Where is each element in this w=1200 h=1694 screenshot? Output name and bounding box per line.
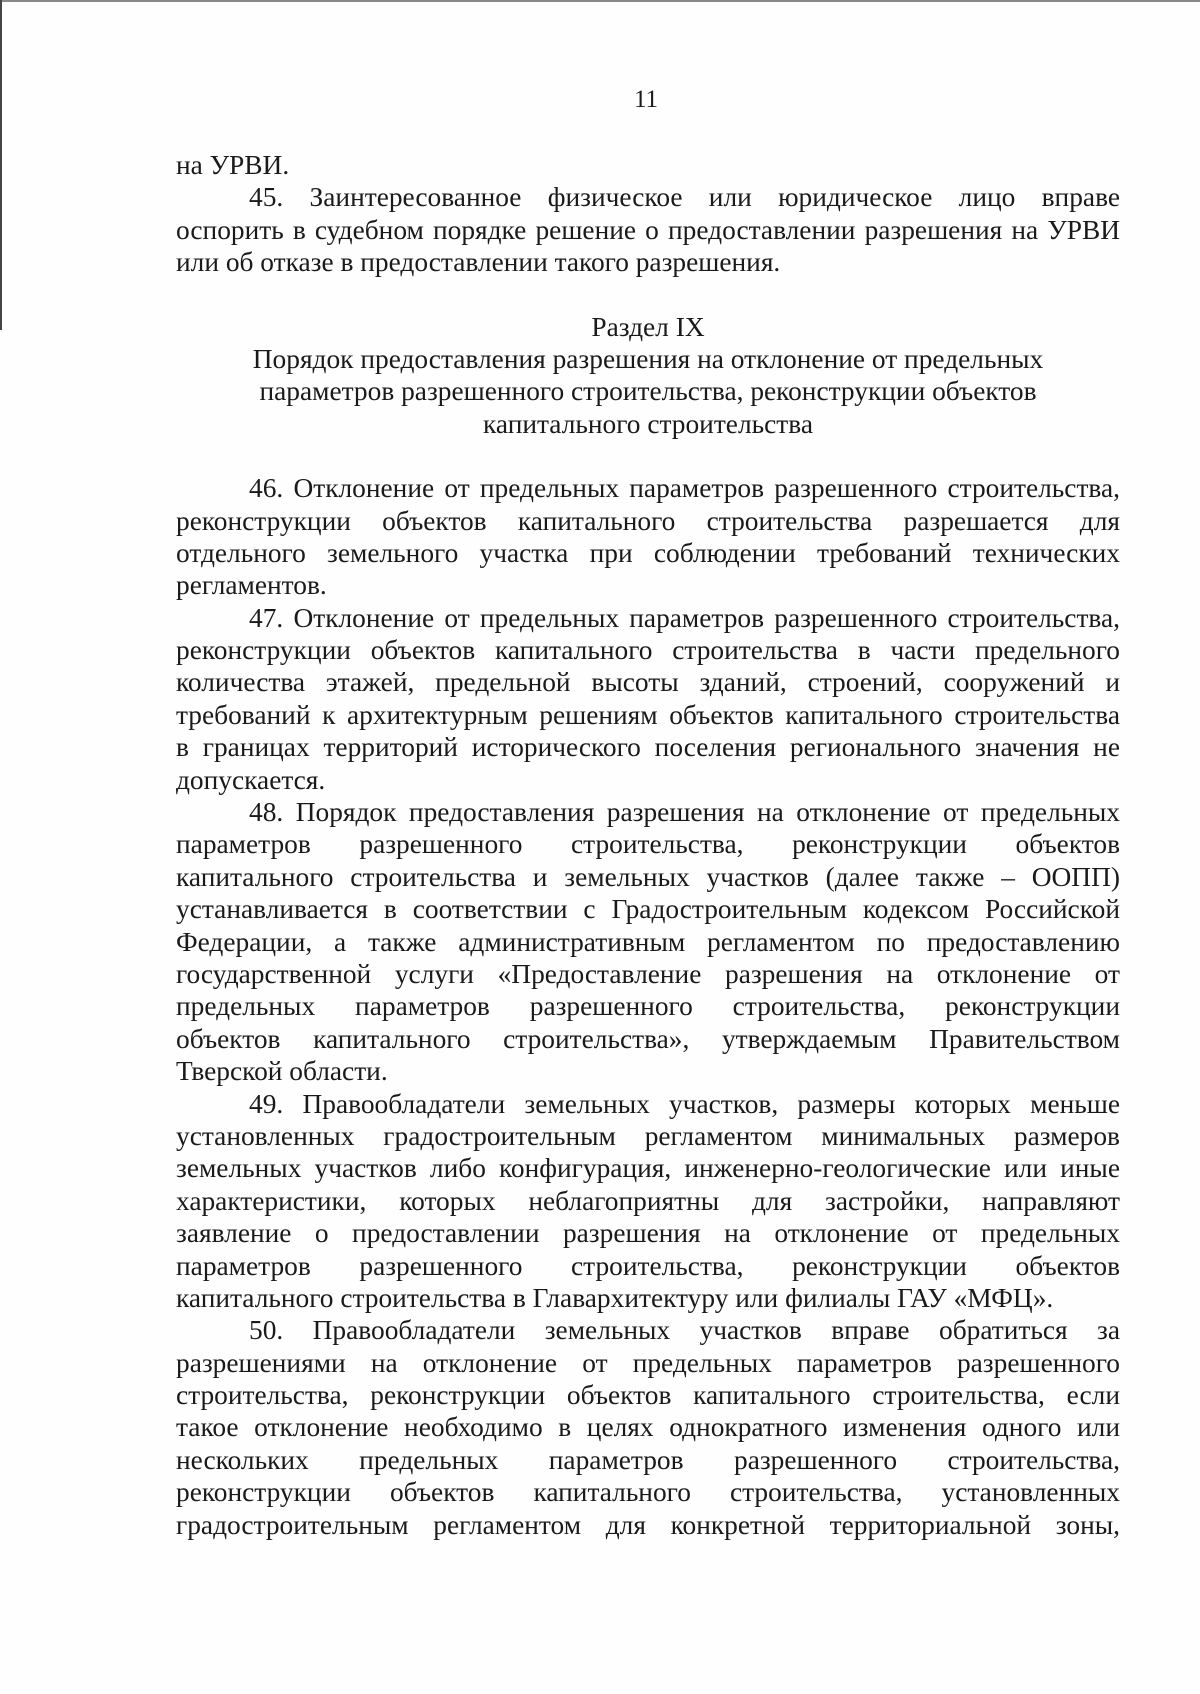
- text-line: капитального строительства в Главархитектуру или филиалы ГАУ «МФЦ».: [176, 1282, 1054, 1313]
- text-line: параметров разрешенного строительства, реконструкции объектов: [176, 1250, 1120, 1281]
- paragraph-45: [176, 181, 1120, 278]
- text-line: оспорить в судебном порядке решение о предоставлении разрешения на УРВИ: [176, 214, 1120, 245]
- section-title-line: капитального строительства: [483, 408, 813, 439]
- paragraph-47: [176, 602, 1120, 796]
- text-line: регламентов.: [176, 570, 327, 601]
- text-line: такое отклонение необходимо в целях однократного изменения одного или: [176, 1412, 1120, 1443]
- scan-left-edge: [0, 0, 2, 330]
- text-line: 50. Правообладатели земельных участков вправе обратиться за: [249, 1315, 1120, 1346]
- text-line: допускается.: [176, 764, 326, 795]
- text-line: в границах территорий исторического поселения регионального значения не: [176, 732, 1120, 763]
- text-line: капитального строительства и земельных участков (далее также – ООПП): [176, 861, 1120, 892]
- text-line: нескольких предельных параметров разрешенного строительства,: [176, 1444, 1120, 1475]
- paragraph-46: [176, 472, 1120, 602]
- text-line: Федерации, а также административным регламентом по предоставлению: [176, 926, 1120, 957]
- text-line: 48. Порядок предоставления разрешения на отклонение от предельных: [249, 797, 1120, 828]
- text-line: или об отказе в предоставлении такого разрешения.: [176, 247, 781, 278]
- scan-top-edge: [0, 0, 1200, 2]
- continuation-text: [176, 149, 1120, 181]
- text-line: реконструкции объектов капитального строительства в части предельного: [176, 635, 1120, 666]
- spacer: [176, 440, 1120, 472]
- text-line: устанавливается в соответствии с Градостроительным кодексом Российской: [176, 894, 1120, 925]
- text-line: заявление о предоставлении разрешения на отклонение от предельных: [176, 1218, 1120, 1249]
- text-line: градостроительным регламентом для конкретной территориальной зоны,: [176, 1509, 1120, 1540]
- text-line: реконструкции объектов капитального строительства разрешается для: [176, 505, 1120, 536]
- paragraph-49: [176, 1088, 1120, 1315]
- paragraph-48: [176, 796, 1120, 1088]
- section-number: Раздел IX: [591, 311, 705, 342]
- section-heading: [176, 311, 1120, 441]
- page-number: 11: [633, 86, 659, 113]
- section-title-line: параметров разрешенного строительства, реконструкции объектов: [259, 376, 1037, 407]
- paragraph-50: [176, 1314, 1120, 1541]
- text-line: разрешениями на отклонение от предельных параметров разрешенного: [176, 1347, 1120, 1378]
- text-line: 45. Заинтересованное физическое или юридическое лицо вправе: [249, 182, 1120, 213]
- text-line: параметров разрешенного строительства, реконструкции объектов: [176, 829, 1120, 860]
- spacer: [176, 279, 1120, 311]
- text-line: количества этажей, предельной высоты зданий, строений, сооружений и: [176, 667, 1120, 698]
- text-line: 46. Отклонение от предельных параметров разрешенного строительства,: [249, 473, 1120, 504]
- text-line: характеристики, которых неблагоприятны для застройки, направляют: [176, 1185, 1120, 1216]
- text-line: строительства, реконструкции объектов капитального строительства, если: [176, 1380, 1120, 1411]
- text-line: земельных участков либо конфигурация, инженерно-геологические или иные: [176, 1153, 1120, 1184]
- text-line: установленных градостроительным регламентом минимальных размеров: [176, 1120, 1120, 1151]
- text-line: 47. Отклонение от предельных параметров разрешенного строительства,: [249, 602, 1120, 633]
- text-line: объектов капитального строительства», утверждаемым Правительством: [176, 1023, 1120, 1054]
- text-line: государственной услуги «Предоставление разрешения на отклонение от: [176, 958, 1120, 989]
- text-line: предельных параметров разрешенного строительства, реконструкции: [176, 991, 1120, 1022]
- document-body: [176, 149, 1120, 1541]
- section-title-line: Порядок предоставления разрешения на отклонение от предельных: [252, 343, 1044, 374]
- text-line: отдельного земельного участка при соблюдении требований технических: [176, 537, 1120, 568]
- text-line: Тверской области.: [176, 1056, 388, 1087]
- text-line: на УРВИ.: [176, 150, 290, 180]
- text-line: требований к архитектурным решениям объектов капитального строительства: [176, 699, 1120, 730]
- text-line: 49. Правообладатели земельных участков, размеры которых меньше: [249, 1088, 1120, 1119]
- text-line: реконструкции объектов капитального строительства, установленных: [176, 1477, 1120, 1508]
